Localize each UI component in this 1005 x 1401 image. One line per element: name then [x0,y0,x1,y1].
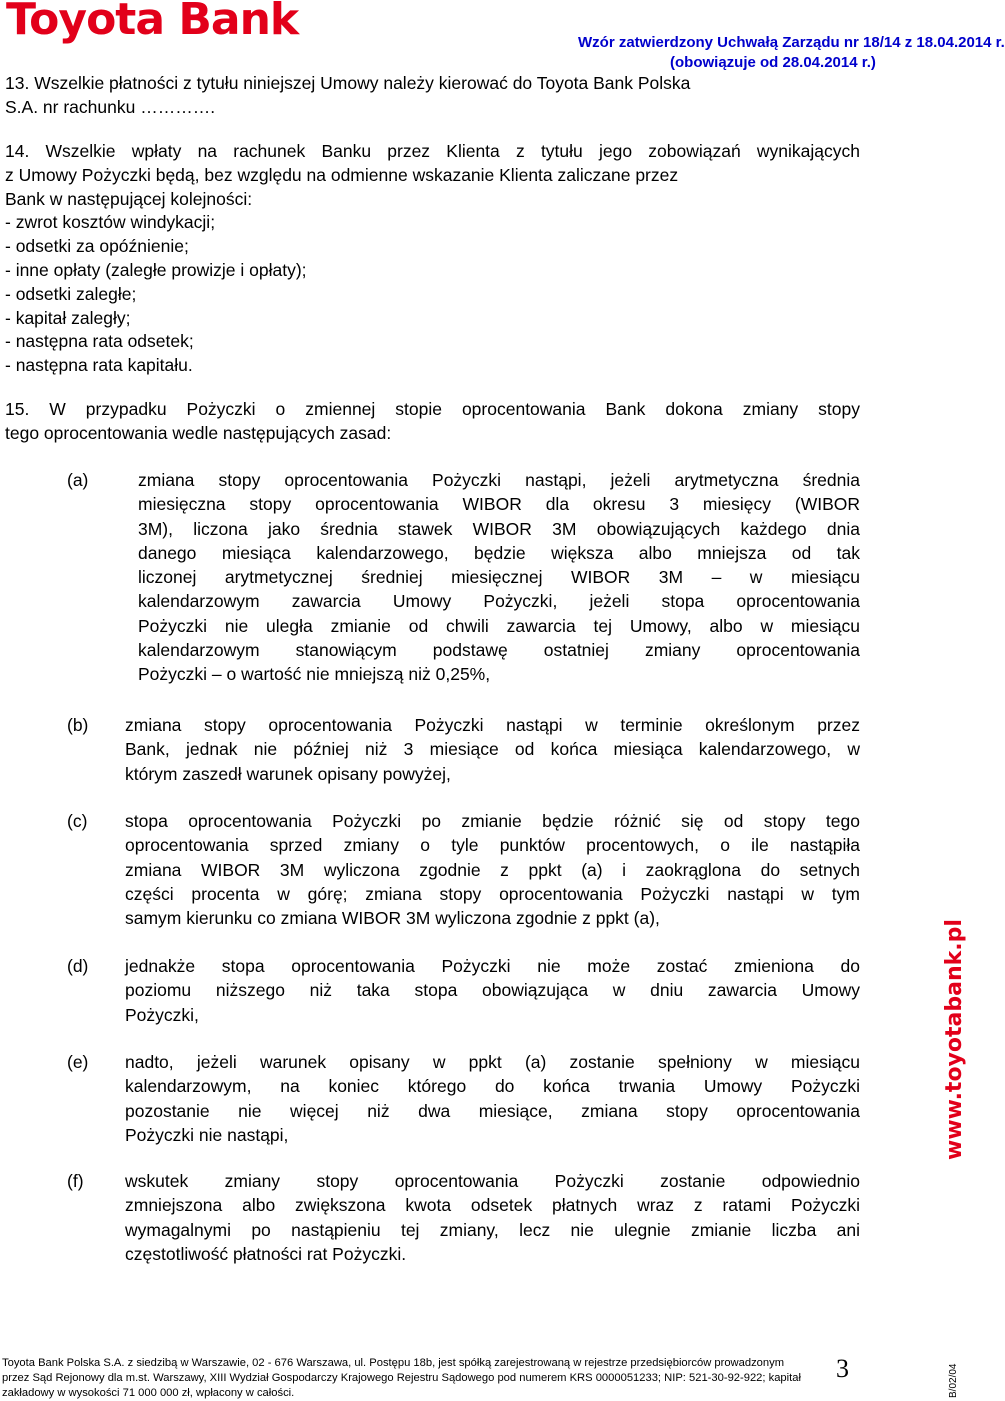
list-item: - następna rata odsetek; [5,331,194,352]
section-13 [5,72,860,120]
text-line: 15. W przypadku Pożyczki o zmiennej stopie oprocentowania Bank dokona zmiany stopy [5,399,860,419]
subitem-text [125,809,860,930]
footer-line: przez Sąd Rejonowy dla m.st. Warszawy, XIII Wydział Gospodarczy Krajowego Rejestru Sądowego pod numerem KRS 0000051233; NIP: 521-30-92-922; kapitał [2,1372,801,1384]
subitem-text [125,713,860,786]
list-item: - odsetki zaległe; [5,283,137,304]
approval-validity-line: (obowiązuje od 28.04.2014 r.) [670,54,876,71]
subitem-label: (b) [67,715,89,735]
footer-line: zakładowy w wysokości 71 000 000 zł, wpłacony w całości. [2,1387,295,1399]
list-item: - zwrot kosztów windykacji; [5,212,216,233]
text-line: części procenta w górę; zmiana stopy oprocentowania Pożyczki nastąpi w tym [125,883,860,904]
approval-note [578,33,1005,73]
text-line: miesięczna stopy oprocentowania WIBOR dla okresu 3 miesięcy (WIBOR [138,494,860,515]
text-line: kalendarzowym, na koniec którego do końca trwania Umowy Pożyczki [125,1076,860,1097]
text-line: wskutek zmiany stopy oprocentowania Pożyczki zostanie odpowiednio [125,1171,860,1191]
subitem-text [125,1050,860,1147]
text-line: zmiana WIBOR 3M wyliczona zgodnie z ppkt (a) i zaokrąglona do setnych [125,859,860,880]
list-item: - odsetki za opóźnienie; [5,236,189,257]
subitem-text [125,1169,860,1266]
text-line: stopa oprocentowania Pożyczki po zmianie będzie różnić się od stopy tego [125,811,860,831]
text-line: Bank, jednak nie później niż 3 miesiące od końca miesiąca kalendarzowego, w [125,739,860,760]
text-line: 14. Wszelkie wpłaty na rachunek Banku przez Klienta z tytułu jego zobowiązań wynikających [5,141,860,161]
text-line: danego miesiąca kalendarzowego, będzie większa albo mniejsza od tak [138,542,860,563]
text-line: którym zaszedł warunek opisany powyżej, [125,763,451,784]
text-line: jednakże stopa oprocentowania Pożyczki nie może zostać zmieniona do [125,956,860,976]
subitem-label: (c) [67,811,88,831]
subitem-text [138,468,860,687]
list-item: - następna rata kapitału. [5,355,193,376]
text-line: z Umowy Pożyczki będą, bez względu na odmienne wskazanie Klienta zaliczane przez [5,164,679,185]
subitem-label: (d) [67,956,89,976]
subitem-label: (a) [67,470,89,490]
section-15 [5,398,860,446]
side-website-url: www.toyotabank.pl [942,919,967,1160]
text-line: S.A. nr rachunku …………. [5,96,216,117]
list-item: - kapitał zaległy; [5,307,131,328]
text-line: wymagalnymi po nastąpieniu tej zmiany, lecz nie ulegnie zmianie liczba ani [125,1219,860,1240]
subitem-text [125,954,860,1027]
text-line: Pożyczki nie nastąpi, [125,1124,289,1145]
text-line: 3M), liczona jako średnia stawek WIBOR 3M obowiązujących każdego dnia [138,518,860,539]
list-item: - inne opłaty (zaległe prowizje i opłaty); [5,259,307,280]
text-line: częstotliwość płatności rat Pożyczki. [125,1243,407,1264]
section-14 [5,140,860,378]
text-line: liczonej arytmetycznej średniej miesięcznej WIBOR 3M – w miesiącu [138,567,860,588]
toyota-bank-logo: Toyota Bank [6,0,299,45]
text-line: 13. Wszelkie płatności z tytułu niniejszej Umowy należy kierować do Toyota Bank Polska [5,73,691,93]
document-code: B/02/04 [948,1363,959,1398]
text-line: poziomu niższego niż taka stopa obowiązująca w dniu zawarcia Umowy [125,980,860,1001]
text-line: Pożyczki nie uległa zmianie od chwili zawarcia tej Umowy, albo w miesiącu [138,615,860,636]
text-line: nadto, jeżeli warunek opisany w ppkt (a) zostanie spełniony w miesiącu [125,1052,860,1072]
subitem-label: (f) [67,1171,84,1191]
text-line: Pożyczki, [125,1004,199,1025]
text-line: kalendarzowym zawarcia Umowy Pożyczki, jeżeli stopa oprocentowania [138,591,860,612]
text-line: zmniejszona albo zwiększona kwota odsetek płatnych wraz z ratami Pożyczki [125,1195,860,1216]
text-line: Bank w następującej kolejności: [5,188,253,209]
subitem-label: (e) [67,1052,89,1072]
text-line: pozostanie nie więcej niż dwa miesiące, zmiana stopy oprocentowania [125,1100,860,1121]
footer-line: Toyota Bank Polska S.A. z siedzibą w Warszawie, 02 - 676 Warszawa, ul. Postępu 18b, jest spółką zarejestrowaną w rejestrze przedsiębiorców prowadzonym [2,1357,785,1369]
footer-legal-note [2,1356,802,1401]
text-line: samym kierunku co zmiana WIBOR 3M wyliczona zgodnie z ppkt (a), [125,908,660,929]
text-line: Pożyczki – o wartość nie mniejszą niż 0,25%, [138,664,491,685]
approval-line: Wzór zatwierdzony Uchwałą Zarządu nr 18/14 z 18.04.2014 r. [578,34,1005,51]
page-number: 3 [836,1354,849,1383]
text-line: tego oprocentowania wedle następujących zasad: [5,422,392,443]
text-line: kalendarzowym stanowiącym podstawę ostatniej zmiany oprocentowania [138,640,860,661]
text-line: zmiana stopy oprocentowania Pożyczki nastąpi w terminie określonym przez [125,715,860,735]
text-line: oprocentowania sprzed zmiany o tyle punktów procentowych, o ile nastąpiła [125,835,860,856]
text-line: zmiana stopy oprocentowania Pożyczki nastąpi, jeżeli arytmetyczna średnia [138,470,860,490]
